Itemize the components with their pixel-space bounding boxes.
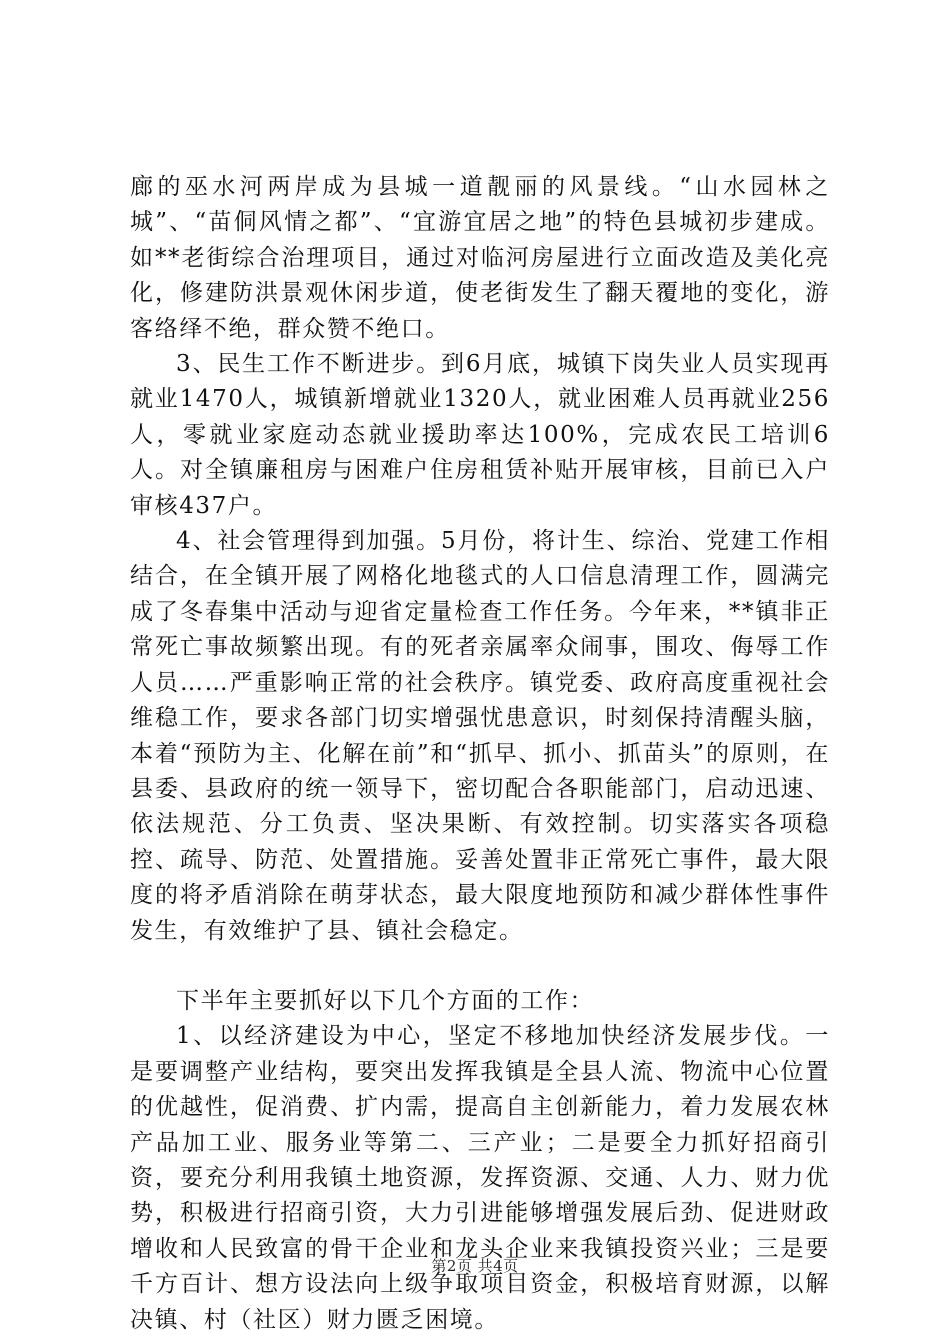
paragraph-gap bbox=[130, 949, 830, 984]
paragraph-second-half-intro: 下半年主要抓好以下几个方面的工作： bbox=[176, 987, 595, 1014]
paragraph-social-management: 4、社会管理得到加强。5月份，将计生、综治、党建工作相结合，在全镇开展了网格化地毯式的人口信息清理工作，圆满完成了冬春集中活动与迎省定量检查工作任务。今年来，**镇非正常死亡事故频繁出现。有的死者亲属率众闹事，围攻、侮辱工作人员……严重影响正常的社会秩序。镇党委、政府高度重视社会维稳工作，要求各部门切实增强忧患意识，时刻保持清醒头脑，本着“预防为主、化解在前”和“抓早、抓小、抓苗头”的原则，在县委、县政府的统一领导下，密切配合各职能部门，启动迅速、依法规范、分工负责、坚决果断、有效控制。切实落实各项稳控、疏导、防范、处置措施。妥善处置非正常死亡事件，最大限度的将矛盾消除在萌芽状态，最大限度地预防和减少群体性事件发生，有效维护了县、镇社会稳定。 bbox=[130, 528, 830, 944]
paragraph-economic-development: 1、以经济建设为中心，坚定不移地加快经济发展步伐。一是要调整产业结构，要突出发挥我镇是全县人流、物流中心位置的优越性，促消费、扩内需，提高自主创新能力，着力发展农林产品加工业、服务业等第二、三产业；二是要全力抓好招商引资，要充分利用我镇土地资源，发挥资源、交通、人力、财力优势，积极进行招商引资，大力引进能够增强发展后劲、促进财政增收和人民致富的骨干企业和龙头企业来我镇投资兴业；三是要千方百计、想方设法向上级争取项目资金，积极培育财源，以解决镇、村（社区）财力匮乏困境。 bbox=[130, 1023, 830, 1333]
page-number-footer: 第2页 共4页 bbox=[431, 1257, 519, 1275]
paragraph-livelihood: 3、民生工作不断进步。到6月底，城镇下岗失业人员实现再就业1470人，城镇新增就业1320人，就业困难人员再就业256人，零就业家庭动态就业援助率达100%，完成农民工培训6人。对全镇廉租房与困难户住房租赁补贴开展审核，目前已入户审核437户。 bbox=[130, 351, 830, 519]
document-body bbox=[130, 170, 830, 1338]
paragraph-continued: 廊的巫水河两岸成为县城一道靓丽的风景线。“山水园林之城”、“苗侗风情之都”、“宜游宜居之地”的特色县城初步建成。如**老街综合治理项目，通过对临河房屋进行立面改造及美化亮化，修建防洪景观休闲步道，使老街发生了翻天覆地的变化，游客络绎不绝，群众赞不绝口。 bbox=[130, 174, 830, 342]
